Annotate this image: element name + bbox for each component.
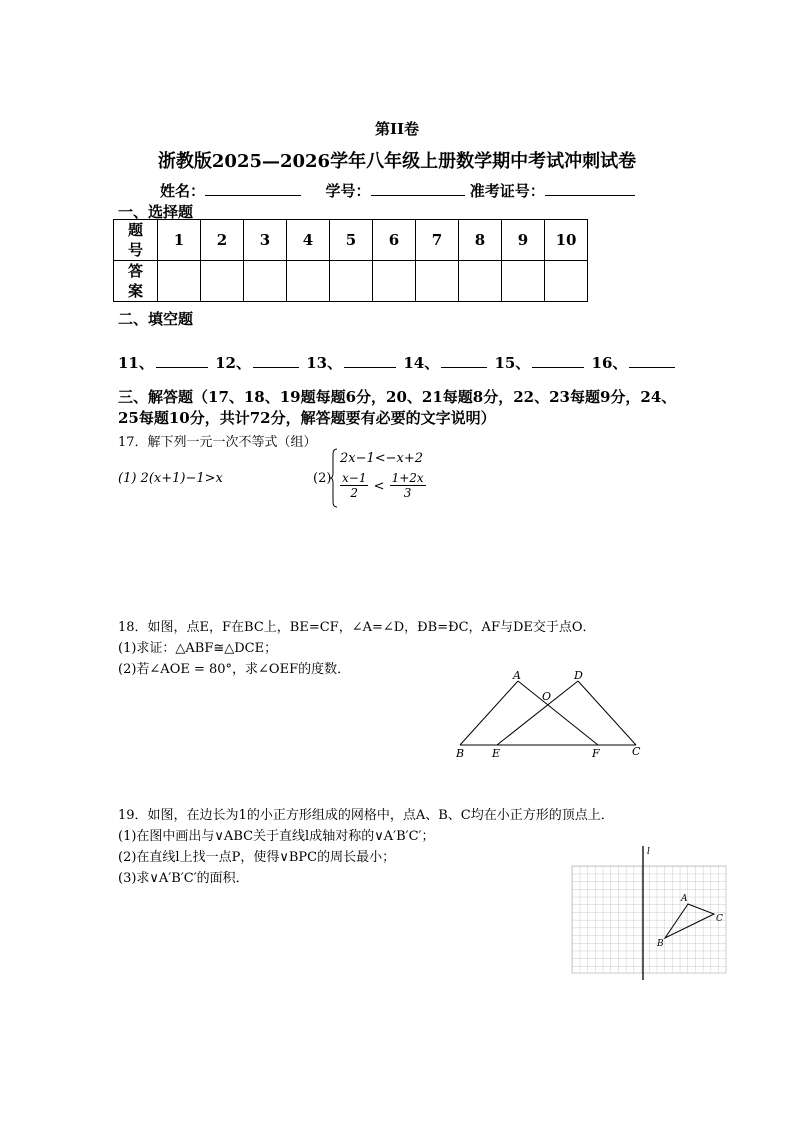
question-number-cell: 5 [330, 220, 373, 261]
question-18-part1: (1)求证：△ABF≅△DCE； [118, 641, 278, 656]
question-number-cell: 4 [287, 220, 330, 261]
answer-cell[interactable] [545, 261, 588, 302]
student-id-blank[interactable] [371, 181, 465, 196]
student-info-row [160, 180, 635, 201]
label-c: C [716, 914, 723, 924]
question-19-part2: (2)在直线l上找一点P，使得∨BPC的周长最小； [118, 850, 396, 865]
fill-item-label: 11、 [118, 354, 154, 372]
answer-cell[interactable] [502, 261, 545, 302]
answer-cell[interactable] [373, 261, 416, 302]
fill-item-label: 13、 [306, 354, 343, 372]
answer-header: 答案 [114, 261, 158, 302]
answer-cell[interactable] [201, 261, 244, 302]
fill-blank[interactable] [156, 353, 208, 368]
label-c: C [632, 745, 641, 758]
question-17-part2-line2 [340, 471, 426, 500]
fill-item-label: 14、 [403, 354, 440, 372]
system-brace-icon [330, 448, 338, 508]
question-number-cell: 9 [502, 220, 545, 261]
fill-item-label: 12、 [215, 354, 251, 372]
exam-number-label: 准考证号： [469, 182, 545, 200]
question-17-part1: (1) 2(x+1)−1>x [118, 471, 223, 486]
question-17-stem: 17．解下列一元一次不等式（组） [118, 435, 317, 450]
question-number-cell: 1 [158, 220, 201, 261]
section-choice-title: 一、选择题 [118, 203, 194, 221]
fill-blank[interactable] [629, 353, 675, 368]
label-b: B [456, 747, 465, 760]
question-17-part2-line1: 2x−1<−x+2 [340, 451, 424, 466]
question-number-cell: 8 [459, 220, 502, 261]
fraction-left: $\frac{x-1}{2}$ [342, 471, 367, 500]
section-solve-title-line1: 三、解答题（17、18、19题每题6分，20、21每题8分，22、23每题9分，24、 [118, 388, 677, 406]
answer-table-answer-row [114, 261, 588, 302]
label-a: A [681, 894, 688, 904]
fill-item-label: 16、 [591, 354, 628, 372]
answer-cell[interactable] [158, 261, 201, 302]
answer-table [113, 219, 588, 302]
label-d: D [574, 669, 583, 682]
question-19-part3: (3)求∨A′B′C′的面积． [118, 871, 249, 886]
question-number-cell: 3 [244, 220, 287, 261]
question-18-stem: 18．如图，点E，F在BC上，BE=CF，∠A=∠D，ÐB=ÐC，AF与DE交于点O． [118, 620, 596, 635]
section-fill-title: 二、填空题 [118, 310, 194, 328]
volume-title: 第II卷 [374, 120, 420, 138]
answer-cell[interactable] [459, 261, 502, 302]
question-number-cell: 10 [545, 220, 588, 261]
grid-figure [568, 842, 730, 984]
label-o: O [542, 690, 552, 703]
label-b: B [657, 939, 664, 949]
answer-table-number-row [114, 220, 588, 261]
question-number-header: 题号 [114, 220, 158, 261]
question-18-part2: (2)若∠AOE = 80°，求∠OEF的度数． [118, 662, 351, 677]
fill-blank[interactable] [532, 353, 584, 368]
fraction-right: $\frac{1+2x}{3}$ [391, 471, 424, 500]
answer-cell[interactable] [330, 261, 373, 302]
label-e: E [492, 747, 501, 760]
fill-blank[interactable] [253, 353, 299, 368]
answer-cell[interactable] [416, 261, 459, 302]
label-l: l [647, 847, 650, 857]
question-number-cell: 6 [373, 220, 416, 261]
fill-blank[interactable] [441, 353, 487, 368]
question-number-cell: 7 [416, 220, 459, 261]
exam-number-blank[interactable] [545, 181, 635, 196]
segment-af [518, 681, 598, 745]
exam-title: 浙教版2025—2026学年八年级上册数学期中考试冲刺试卷 [157, 151, 637, 172]
fill-blanks-row [118, 352, 677, 373]
section-solve-title-line2: 25每题10分，共计72分，解答题要有必要的文字说明） [118, 409, 496, 427]
question-19-stem: 19．如图，在边长为1的小正方形组成的网格中，点A、B、C均在小正方形的顶点上． [118, 808, 614, 823]
name-blank[interactable] [205, 181, 301, 196]
question-19-part1: (1)在图中画出与∨ABC关于直线l成轴对称的∨A′B′C′； [118, 829, 435, 844]
less-than-sign: < [373, 479, 385, 494]
student-id-label: 学号： [325, 182, 371, 200]
question-number-cell: 2 [201, 220, 244, 261]
fill-blank[interactable] [344, 353, 396, 368]
name-label: 姓名： [160, 182, 206, 200]
triangles-figure [448, 668, 648, 763]
answer-cell[interactable] [244, 261, 287, 302]
answer-cell[interactable] [287, 261, 330, 302]
label-a: A [513, 669, 521, 682]
fill-item-label: 15、 [494, 354, 531, 372]
label-f: F [592, 747, 600, 760]
question-17-part2-label: (2) [313, 471, 332, 486]
